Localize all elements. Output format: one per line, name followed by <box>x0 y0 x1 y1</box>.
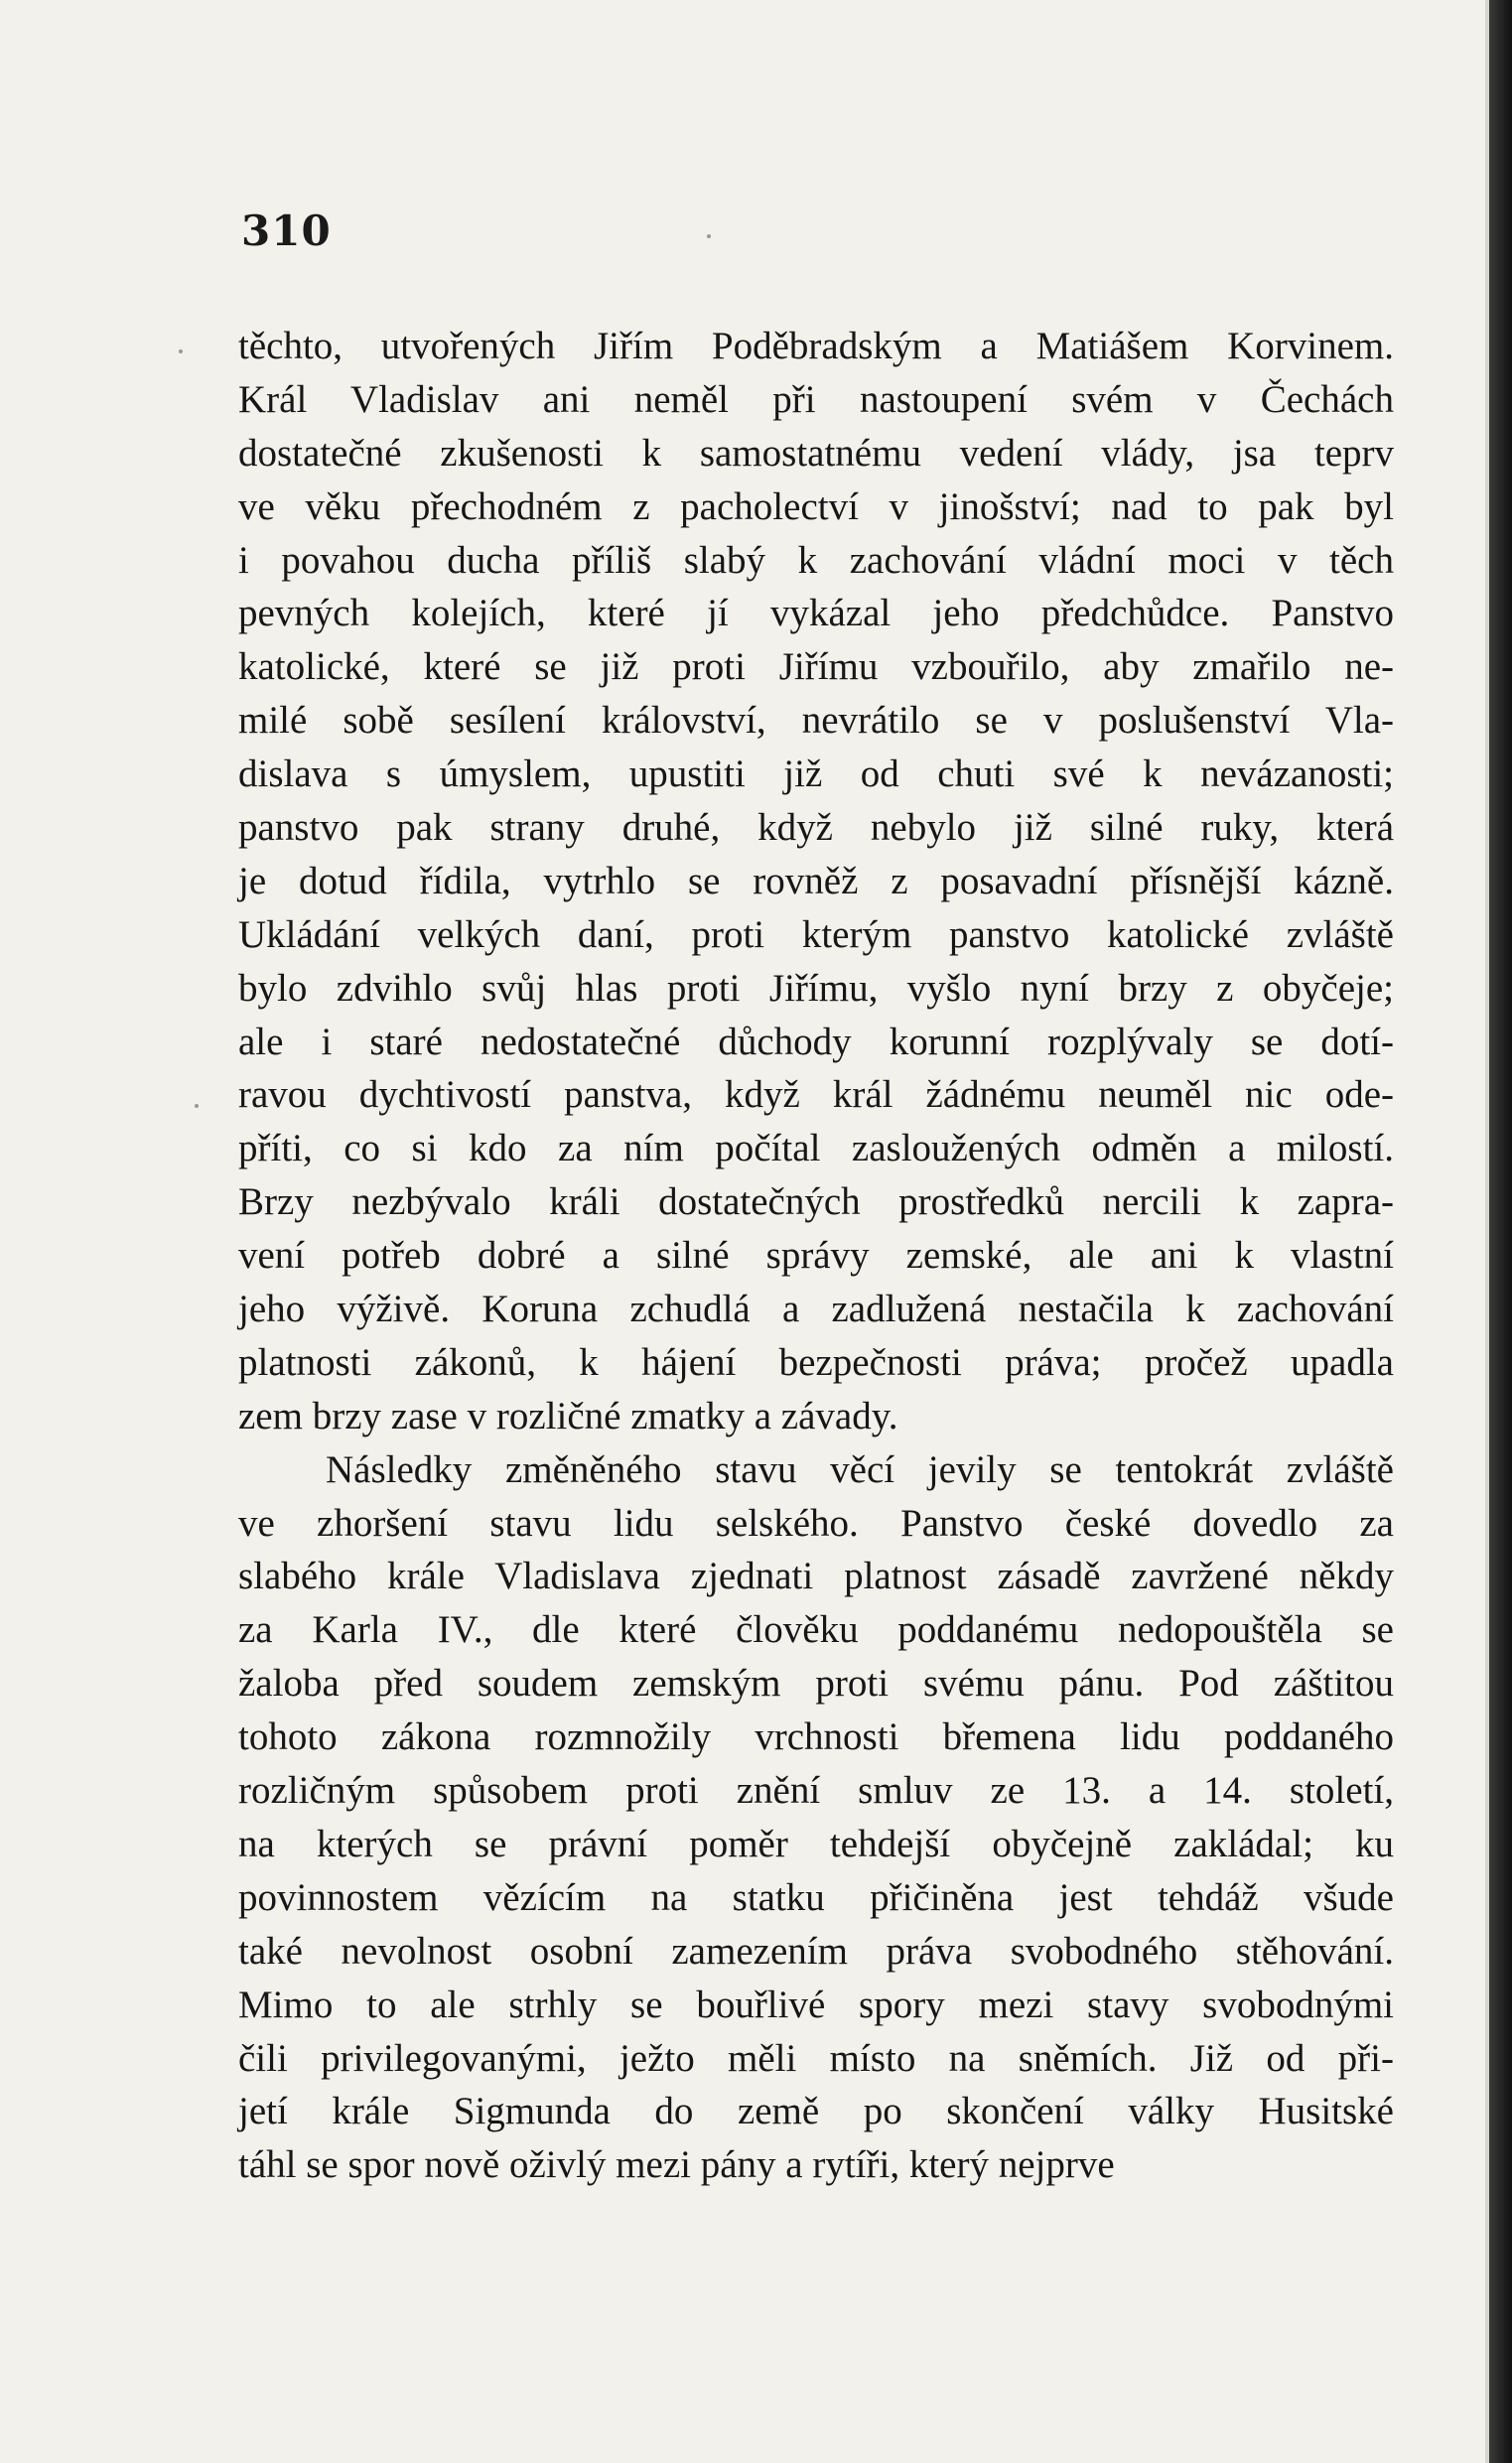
ink-speck <box>179 349 183 353</box>
text-line: ravou dychtivostí panstva, když král žádnému neuměl nic ode- <box>238 1073 1394 1117</box>
text-line: jeho výživě. Koruna zchudlá a zadlužená nestačila k zachování <box>238 1288 1394 1331</box>
text-line: panstvo pak strany druhé, když nebylo již silné ruky, která <box>238 806 1394 850</box>
text-line: také nevolnost osobní zamezením práva svobodného stěhování. <box>238 1929 1394 1973</box>
paragraph-2 <box>238 1443 1394 2192</box>
scan-edge <box>1489 0 1512 2463</box>
text-line: jetí krále Sigmunda do země po skončení války Husitské <box>238 2090 1394 2133</box>
text-line: i povahou ducha příliš slabý k zachování vládní moci v těch <box>238 538 1394 582</box>
text-line: čili privilegovanými, ježto měli místo na sněmích. Již od při- <box>238 2036 1394 2080</box>
page-number: 310 <box>241 206 332 255</box>
text-line: Brzy nezbývalo králi dostatečných prostředků nercili k zapra- <box>238 1180 1394 1224</box>
text-line: ale i staré nedostatečné důchody korunní rozplývaly se dotí- <box>238 1020 1394 1063</box>
text-line: tohoto zákona rozmnožily vrchnosti břemena lidu poddaného <box>238 1715 1394 1759</box>
body-text <box>238 320 1394 2192</box>
text-line: žaloba před soudem zemským proti svému pánu. Pod záštitou <box>238 1662 1394 1706</box>
text-line: příti, co si kdo za ním počítal zasloužených odměn a milostí. <box>238 1127 1394 1170</box>
text-line: Ukládání velkých daní, proti kterým panstvo katolické zvláště <box>238 912 1394 956</box>
text-line: Mimo to ale strhly se bouřlivé spory mezi stavy svobodnými <box>238 1983 1394 2026</box>
text-line: Král Vladislav ani neměl při nastoupení svém v Čechách <box>238 377 1394 421</box>
text-line: za Karla IV., dle které člověku poddanému nedopouštěla se <box>238 1608 1394 1652</box>
text-line: dostatečné zkušenosti k samostatnému vedení vlády, jsa teprv <box>238 431 1394 475</box>
text-line: Následky změněného stavu věcí jevily se tentokrát zvláště <box>326 1447 1394 1491</box>
text-line: ve věku přechodném z pacholectví v jinošství; nad to pak byl <box>238 484 1394 528</box>
paragraph-1 <box>238 320 1394 1443</box>
text-line: táhl se spor nově oživlý mezi pány a rytíři, který nejprve <box>238 2143 1115 2187</box>
text-line: na kterých se právní poměr tehdejší obyčejně zakládal; ku <box>238 1822 1394 1865</box>
text-line: slabého krále Vladislava zjednati platnost zásadě zavržené někdy <box>238 1555 1394 1598</box>
text-line: zem brzy zase v rozličné zmatky a závady. <box>238 1394 898 1437</box>
text-line: dislava s úmyslem, upustiti již od chuti své k nevázanosti; <box>238 753 1394 796</box>
text-line: vení potřeb dobré a silné správy zemské, ale ani k vlastní <box>238 1234 1394 1278</box>
text-line: povinnostem vězícím na statku přičiněna jest tehdáž všude <box>238 1875 1394 1919</box>
text-line: platnosti zákonů, k hájení bezpečnosti práva; pročež upadla <box>238 1340 1394 1384</box>
text-line: milé sobě sesílení království, nevrátilo se v poslušenství Vla- <box>238 699 1394 743</box>
text-line: katolické, které se již proti Jiřímu vzbouřilo, aby zmařilo ne- <box>238 645 1394 689</box>
text-line: ve zhoršení stavu lidu selského. Panstvo české dovedlo za <box>238 1501 1394 1545</box>
text-line: pevných kolejích, které jí vykázal jeho předchůdce. Panstvo <box>238 592 1394 635</box>
text-line: rozličným spůsobem proti znění smluv ze 13. a 14. století, <box>238 1769 1394 1813</box>
text-line: bylo zdvihlo svůj hlas proti Jiřímu, vyšlo nyní brzy z obyčeje; <box>238 966 1394 1010</box>
text-line: je dotud řídila, vytrhlo se rovněž z posavadní přísnější kázně. <box>238 859 1394 902</box>
ink-speck <box>195 1104 199 1108</box>
ink-speck <box>707 234 711 238</box>
text-line: těchto, utvořených Jiřím Poděbradským a Matiášem Korvinem. <box>238 325 1394 367</box>
